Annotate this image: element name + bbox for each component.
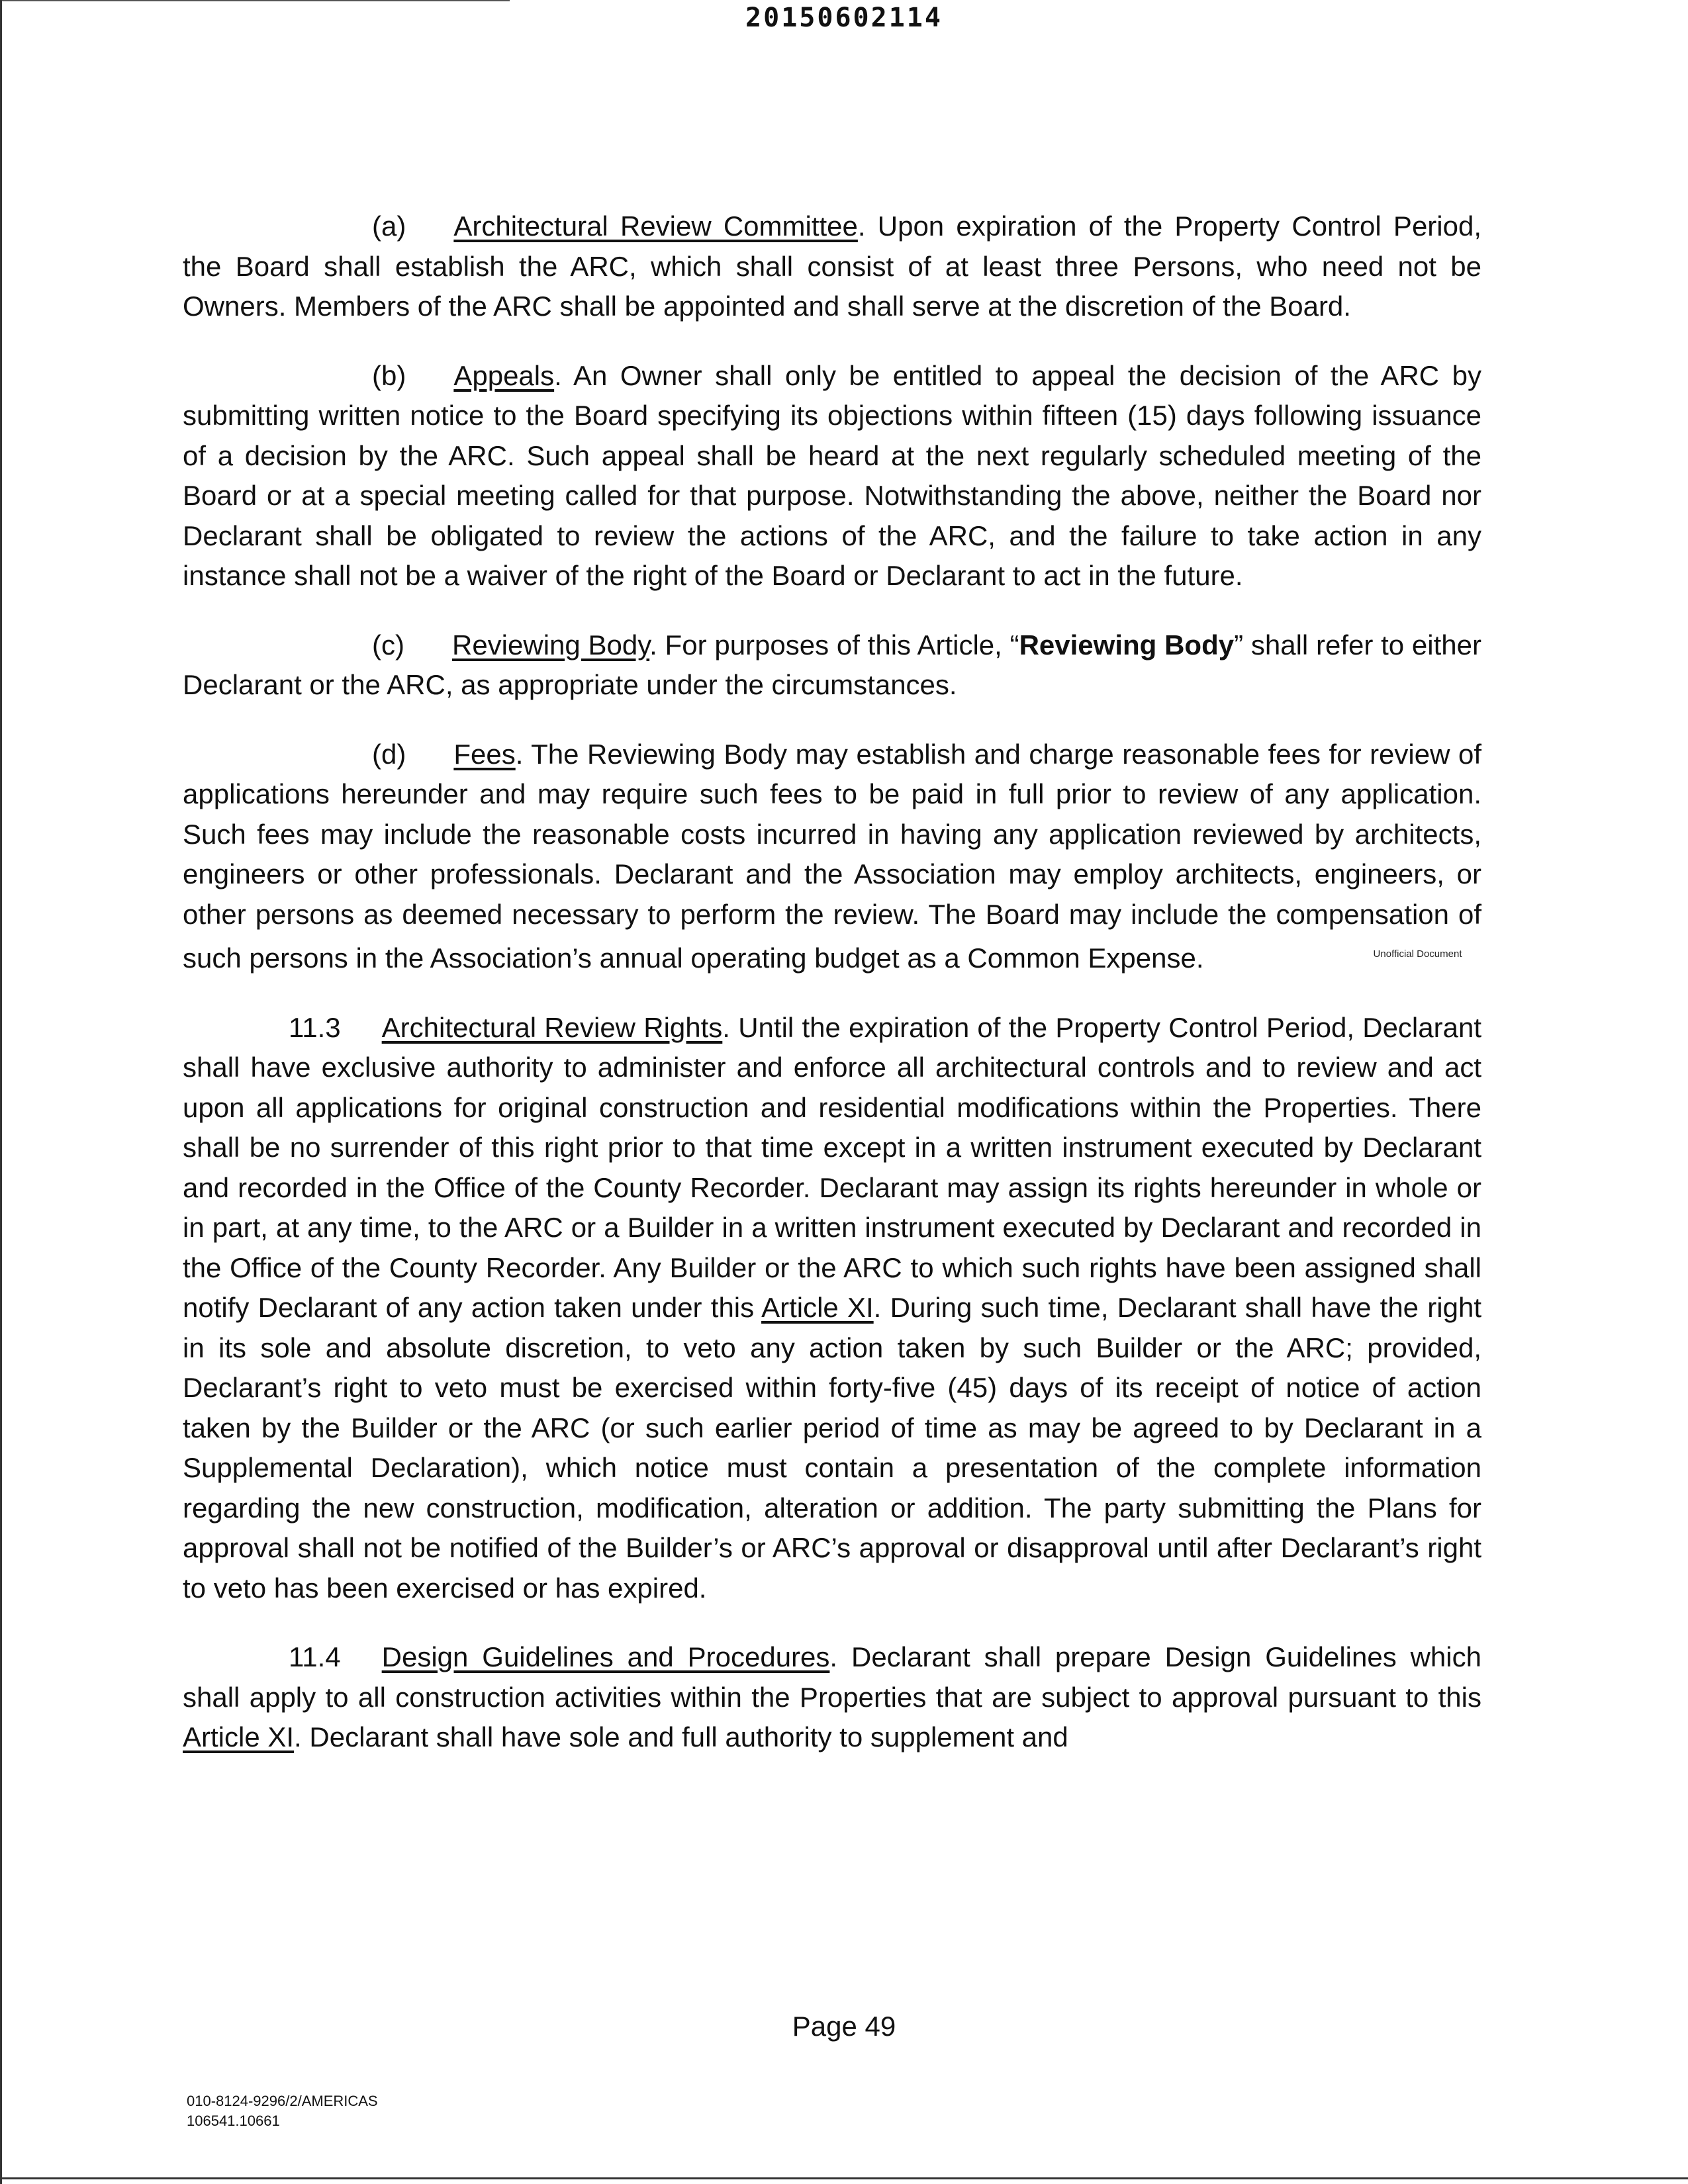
- section-number: 11.3: [289, 1011, 341, 1043]
- unofficial-watermark: Unofficial Document: [1373, 948, 1462, 960]
- paragraph-heading: Architectural Review Committee: [453, 210, 858, 242]
- section-11-3: [183, 1008, 1481, 1609]
- paragraph-text: ” shall refer to either Declarant or the ARC, as appropriate under the circumstances.: [183, 629, 1481, 700]
- footer-doc-id: 010-8124-9296/2/AMERICAS: [187, 2093, 378, 2109]
- paragraph-c: [183, 625, 1481, 705]
- footer-matter-number: 106541.10661: [187, 2113, 280, 2129]
- paragraph-label: (d): [372, 738, 406, 770]
- scan-left-edge: [0, 0, 2, 2184]
- paragraph-text: . The Reviewing Body may establish and charge reasonable fees for review of applications hereunder and may require such fees to be paid in full prior to review of any application. Such fees may include the reasonable costs incurred in having any application reviewed by architects, engineers or other professionals. Declarant and the Association may employ architects, engineers, or other persons as deemed necessary to perform the review. The Board may include the compensation of such persons in the Association’s annual operating budget as a Common Expense.: [183, 738, 1481, 974]
- paragraph-label: (b): [372, 359, 406, 391]
- defined-term: Reviewing Body: [1019, 629, 1235, 660]
- scan-bottom-edge: [0, 2177, 1688, 2179]
- document-body: [183, 206, 1481, 1787]
- section-heading: Architectural Review Rights: [381, 1011, 723, 1043]
- paragraph-label: (a): [372, 210, 406, 242]
- paragraph-d: [183, 735, 1481, 979]
- section-number: 11.4: [289, 1641, 341, 1672]
- section-text: . Declarant shall prepare Design Guidelines which shall apply to all construction activities within the Properties that are subject to approval pursuant to this: [183, 1641, 1481, 1713]
- document-footer: [187, 2091, 378, 2131]
- paragraph-label: (c): [372, 629, 404, 660]
- section-text: . Declarant shall have sole and full authority to supplement and: [294, 1721, 1068, 1752]
- section-text: . During such time, Declarant shall have the right in its sole and absolute discretion, to veto any action taken by such Builder or the ARC; provided, Declarant’s right to veto must be exercised within forty-five (45) days of its receipt of notice of action taken by the Builder or the ARC (or such earlier period of time as may be agreed to by Declarant in a Supplemental Declaration), which notice must contain a presentation of the complete information regarding the new construction, modification, alteration or addition. The party submitting the Plans for approval shall not be notified of the Builder’s or ARC’s approval or disapproval until after Declarant’s right to veto has been exercised or has expired.: [183, 1292, 1481, 1604]
- article-reference: Article XI: [761, 1292, 874, 1323]
- section-text: . Until the expiration of the Property Control Period, Declarant shall have exclusive authority to administer and enforce all architectural controls and to review and act upon all applications for original construction and residential modifications within the Properties. There shall be no surrender of this right prior to that time except in a written instrument executed by Declarant and recorded in the Office of the County Recorder. Declarant may assign its rights hereunder in whole or in part, at any time, to the ARC or a Builder in a written instrument executed by Declarant and recorded in the Office of the County Recorder. Any Builder or the ARC to which such rights have been assigned shall notify Declarant of any action taken under this: [183, 1011, 1481, 1323]
- paragraph-b: [183, 356, 1481, 596]
- page-number: Page 49: [792, 2011, 896, 2042]
- paragraph-heading: Reviewing Body: [451, 629, 650, 660]
- paragraph-text: . Upon expiration of the Property Control Period, the Board shall establish the ARC, which shall consist of at least three Persons, who need not be Owners. Members of the ARC shall be appointed and shall serve at the discretion of the Board.: [183, 210, 1482, 322]
- section-11-4: [183, 1637, 1481, 1758]
- paragraph-heading: Appeals: [453, 359, 555, 391]
- recording-number: 20150602114: [745, 3, 943, 33]
- section-heading: Design Guidelines and Procedures: [381, 1641, 830, 1672]
- paragraph-text: . For purposes of this Article, “: [649, 629, 1019, 660]
- article-reference: Article XI: [183, 1721, 295, 1752]
- paragraph-heading: Fees: [453, 738, 516, 770]
- paragraph-text: . An Owner shall only be entitled to appeal the decision of the ARC by submitting written notice to the Board specifying its objections within fifteen (15) days following issuance of a decision by the ARC. Such appeal shall be heard at the next regularly scheduled meeting of the Board or at a special meeting called for that purpose. Notwithstanding the above, neither the Board nor Declarant shall be obligated to review the actions of the ARC, and the failure to take action in any instance shall not be a waiver of the right of the Board or Declarant to act in the future.: [183, 359, 1481, 591]
- paragraph-a: [183, 206, 1481, 327]
- scan-top-edge: [0, 0, 510, 1]
